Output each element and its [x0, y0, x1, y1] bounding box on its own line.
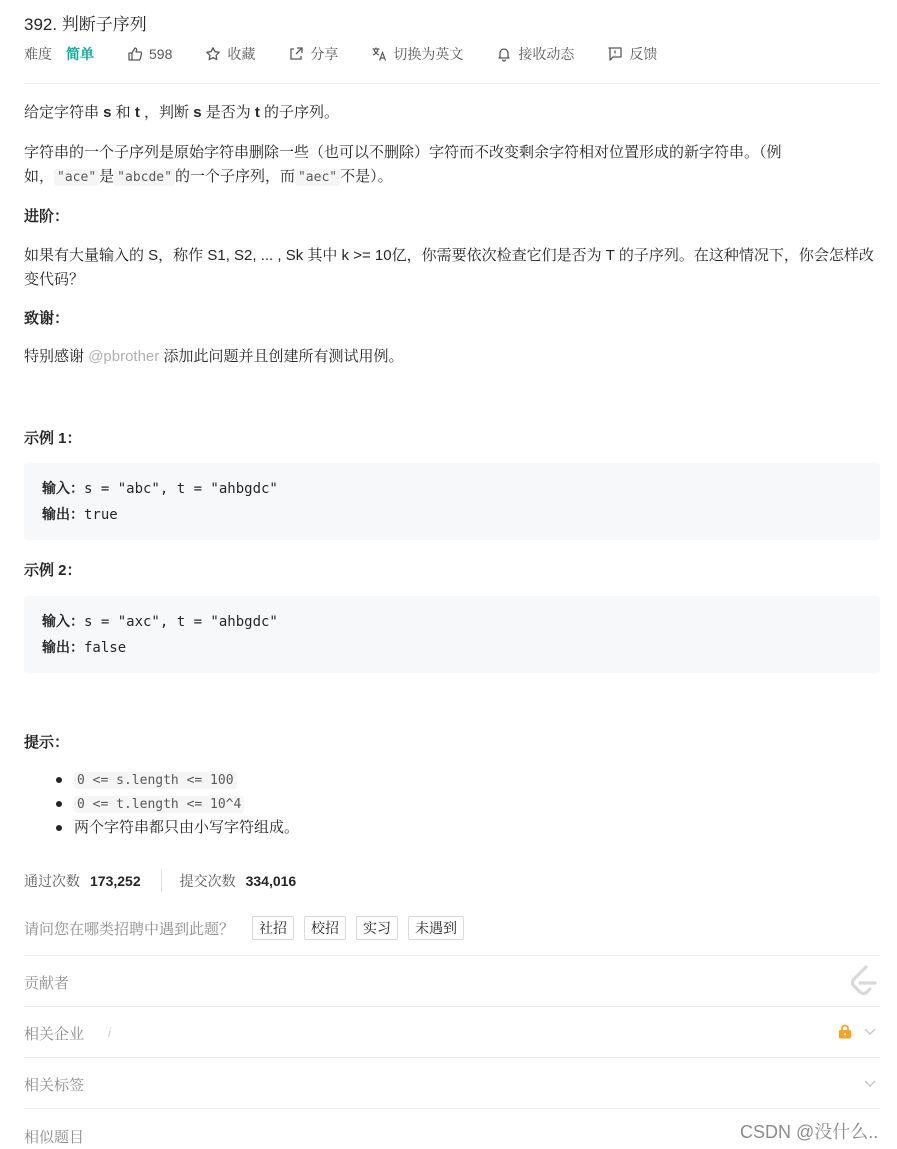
- code-t: t: [134, 104, 140, 121]
- chevron-down-icon[interactable]: [864, 1078, 876, 1088]
- text: 添加此问题并且创建所有测试用例。: [159, 348, 404, 365]
- inline-code: "ace": [54, 169, 99, 186]
- example-2-block: [24, 596, 880, 673]
- subscribe-label: 接收动态: [518, 46, 575, 62]
- chevron-down-icon[interactable]: [864, 1026, 876, 1036]
- output-label: 输出：: [42, 640, 84, 656]
- interview-question: 请问您在哪类招聘中遇到此题？: [24, 920, 235, 938]
- like-count: 598: [149, 46, 173, 62]
- leetcode-logo-icon: [848, 965, 878, 997]
- translate-icon: [371, 46, 387, 62]
- hint-text: 两个字符串都只由小写字符组成。: [74, 819, 300, 836]
- bullet: [56, 801, 62, 807]
- output-value: false: [84, 640, 127, 656]
- tags-label: 相关标签: [24, 1077, 85, 1094]
- tag-internship[interactable]: 实习: [356, 916, 398, 940]
- example-1-input-line: [42, 478, 278, 498]
- example-2-heading: 示例 2：: [24, 562, 82, 579]
- tag-campus-recruit[interactable]: 校招: [304, 916, 346, 940]
- tags-section[interactable]: [24, 1058, 880, 1108]
- problem-meta-bar: [24, 44, 690, 64]
- star-icon: [205, 46, 221, 62]
- description-paragraph-2: [24, 141, 880, 190]
- feedback-button[interactable]: [607, 44, 657, 64]
- code-s: s: [193, 104, 202, 121]
- text: 给定字符串: [24, 104, 104, 121]
- switch-language-button[interactable]: [371, 44, 463, 64]
- accepted-label: 通过次数: [24, 873, 80, 889]
- thanks-text: [24, 345, 880, 369]
- hint-text: 0 <= s.length <= 100: [74, 772, 237, 789]
- difficulty-label: 难度: [24, 46, 52, 62]
- bell-icon: [496, 46, 512, 62]
- example-2-output-line: [42, 637, 126, 657]
- contributor-link[interactable]: @pbrother: [88, 348, 160, 365]
- interview-survey: [24, 916, 474, 940]
- share-label: 分享: [310, 46, 339, 62]
- problem-title: 392. 判断子序列: [24, 15, 147, 34]
- info-icon[interactable]: i: [108, 1025, 111, 1040]
- text: 不是）。: [340, 168, 393, 185]
- contributors-section[interactable]: [24, 956, 880, 1006]
- stats-divider: [161, 870, 162, 892]
- text: 特别感谢: [24, 348, 89, 365]
- hint-text: 0 <= t.length <= 10^4: [74, 796, 244, 813]
- accepted-count: 173,252: [90, 873, 141, 889]
- thumbs-up-icon: [127, 46, 143, 62]
- share-icon: [288, 46, 304, 62]
- subscribe-button[interactable]: [496, 44, 574, 64]
- text: 是否为: [201, 104, 255, 121]
- thanks-heading: 致谢：: [24, 310, 70, 327]
- submitted-count: 334,016: [245, 873, 297, 889]
- text: 是: [99, 168, 115, 185]
- advanced-text: 如果有大量输入的 S，称作 S1, S2, ... , Sk 其中 k >= 10亿，你需要依次检查它们是否为 T 的子序列。在这种情况下，你会怎样改变代码？: [24, 247, 874, 288]
- bullet: [56, 825, 62, 831]
- example-1-output-line: [42, 504, 118, 524]
- text: 字符串的一个子序列是原始字符串删除一些（也可以不删除）字符而不改变剩余字符相对位置形成的新字符串。（例如，: [24, 144, 782, 185]
- list-item: [24, 792, 299, 816]
- text: 的子序列。: [259, 104, 340, 121]
- input-value: s = "axc", t = "ahbgdc": [84, 614, 278, 630]
- example-1-block: [24, 463, 880, 540]
- tag-social-recruit[interactable]: 社招: [252, 916, 294, 940]
- submitted-label: 提交次数: [179, 873, 236, 889]
- lock-icon: [838, 1024, 852, 1039]
- switch-language-label: 切换为英文: [393, 46, 464, 62]
- code-t: t: [254, 104, 260, 121]
- example-2-input-line: [42, 611, 278, 631]
- submission-stats: [24, 870, 296, 892]
- feedback-label: 反馈: [629, 46, 658, 62]
- input-label: 输入：: [42, 614, 84, 630]
- output-label: 输出：: [42, 507, 84, 523]
- similar-problems-label: 相似题目: [24, 1129, 85, 1146]
- companies-section[interactable]: [24, 1007, 880, 1057]
- difficulty-badge: 简单: [66, 46, 94, 62]
- bullet: [56, 777, 62, 783]
- csdn-watermark: CSDN @没什么..: [740, 1122, 879, 1142]
- code-s: s: [103, 104, 112, 121]
- header-divider: [24, 83, 880, 84]
- share-button[interactable]: [288, 44, 338, 64]
- feedback-icon: [607, 46, 623, 62]
- list-item: [24, 768, 299, 792]
- inline-code: "abcde": [114, 169, 175, 186]
- like-button[interactable]: [127, 46, 172, 62]
- favorite-label: 收藏: [227, 46, 256, 62]
- text: ，判断: [139, 104, 194, 121]
- inline-code: "aec": [295, 169, 340, 186]
- favorite-button[interactable]: [205, 44, 255, 64]
- advanced-heading: 进阶：: [24, 208, 70, 225]
- example-1-heading: 示例 1：: [24, 430, 82, 447]
- hints-list: [24, 768, 299, 840]
- text: 和: [111, 104, 135, 121]
- input-label: 输入：: [42, 481, 84, 497]
- output-value: true: [84, 507, 118, 523]
- hints-heading: 提示：: [24, 734, 70, 751]
- contributors-label: 贡献者: [24, 975, 70, 992]
- input-value: s = "abc", t = "ahbgdc": [84, 481, 278, 497]
- list-item: [24, 816, 299, 840]
- description-paragraph-1: [24, 101, 880, 125]
- text: 的一个子序列，而: [174, 168, 295, 185]
- tag-not-encountered[interactable]: 未遇到: [408, 916, 464, 940]
- companies-label: 相关企业: [24, 1026, 85, 1043]
